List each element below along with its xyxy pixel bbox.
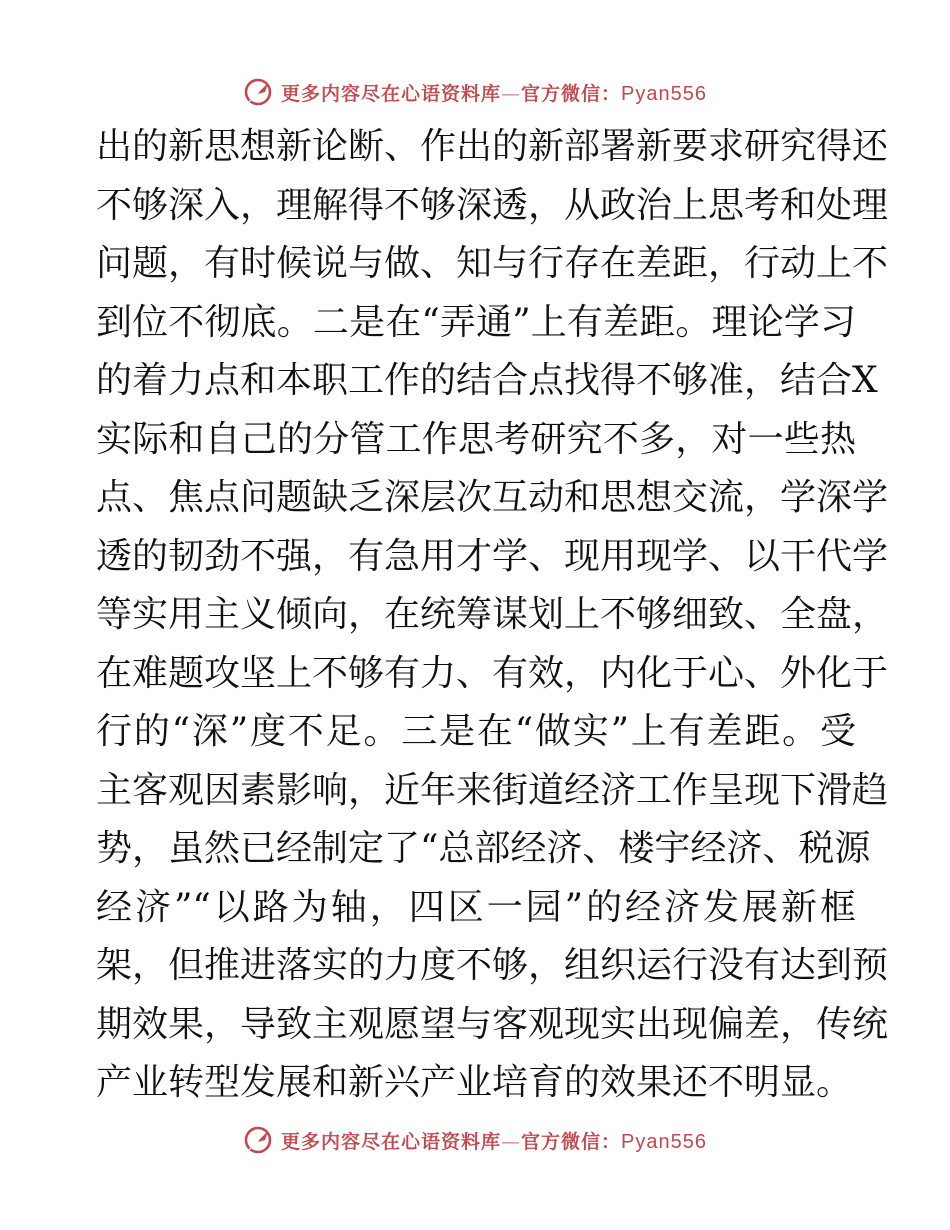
body-line: 问题，有时候说与做、知与行存在差距，行动上不	[96, 243, 889, 284]
body-line: 的着力点和本职工作的结合点找得不够准，结合X	[96, 360, 878, 401]
body-line: 在难题攻坚上不够有力、有效，内化于心、外化于	[96, 652, 889, 694]
body-line: 经济”“以路为轴，四区一园”的经济发展新框	[96, 886, 856, 928]
footer-label-text: 官方微信：	[521, 1130, 622, 1153]
body-line: 点、焦点问题缺乏深层次互动和思想交流，学深学	[96, 477, 889, 518]
header-wechat-id: Pyan556	[621, 82, 707, 105]
header-site-text: 更多内容尽在心语资料库	[281, 82, 502, 105]
body-line: 不够深入，理解得不够深透，从政治上思考和处理	[96, 184, 889, 226]
header-separator: —	[501, 82, 522, 105]
header-label-text: 官方微信：	[521, 82, 622, 105]
body-line: 等实用主义倾向，在统筹谋划上不够细致、全盘，	[96, 594, 889, 635]
body-line: 行的“深”度不足。三是在“做实”上有差距。受	[96, 711, 856, 752]
footer-banner	[0, 1120, 950, 1160]
body-line: 出的新思想新论断、作出的新部署新要求研究得还	[96, 126, 889, 167]
feather-logo-icon	[243, 77, 273, 107]
body-line: 实际和自己的分管工作思考研究不多，对一些热	[96, 418, 856, 460]
footer-wechat-id: Pyan556	[621, 1130, 707, 1153]
body-line: 架，但推进落实的力度不够，组织运行没有达到预	[96, 945, 889, 986]
feather-logo-icon	[243, 1125, 273, 1155]
body-line: 主客观因素影响，近年来街道经济工作呈现下滑趋	[96, 769, 889, 811]
footer-separator: —	[501, 1130, 522, 1153]
body-line-last: 产业转型发展和新兴产业培育的效果还不明显。	[96, 1062, 853, 1103]
body-line: 期效果，导致主观愿望与客观现实出现偏差，传统	[96, 1003, 889, 1045]
body-line: 势，虽然已经制定了“总部经济、楼宇经济、税源	[96, 828, 871, 869]
body-line: 到位不彻底。二是在“弄通”上有差距。理论学习	[96, 301, 856, 343]
footer-site-text: 更多内容尽在心语资料库	[281, 1130, 502, 1153]
header-banner-text	[281, 79, 707, 106]
header-banner	[0, 72, 950, 112]
footer-banner-text	[281, 1127, 707, 1154]
body-line: 透的韧劲不强，有急用才学、现用现学、以干代学	[96, 535, 889, 577]
body-paragraph	[96, 118, 889, 1113]
